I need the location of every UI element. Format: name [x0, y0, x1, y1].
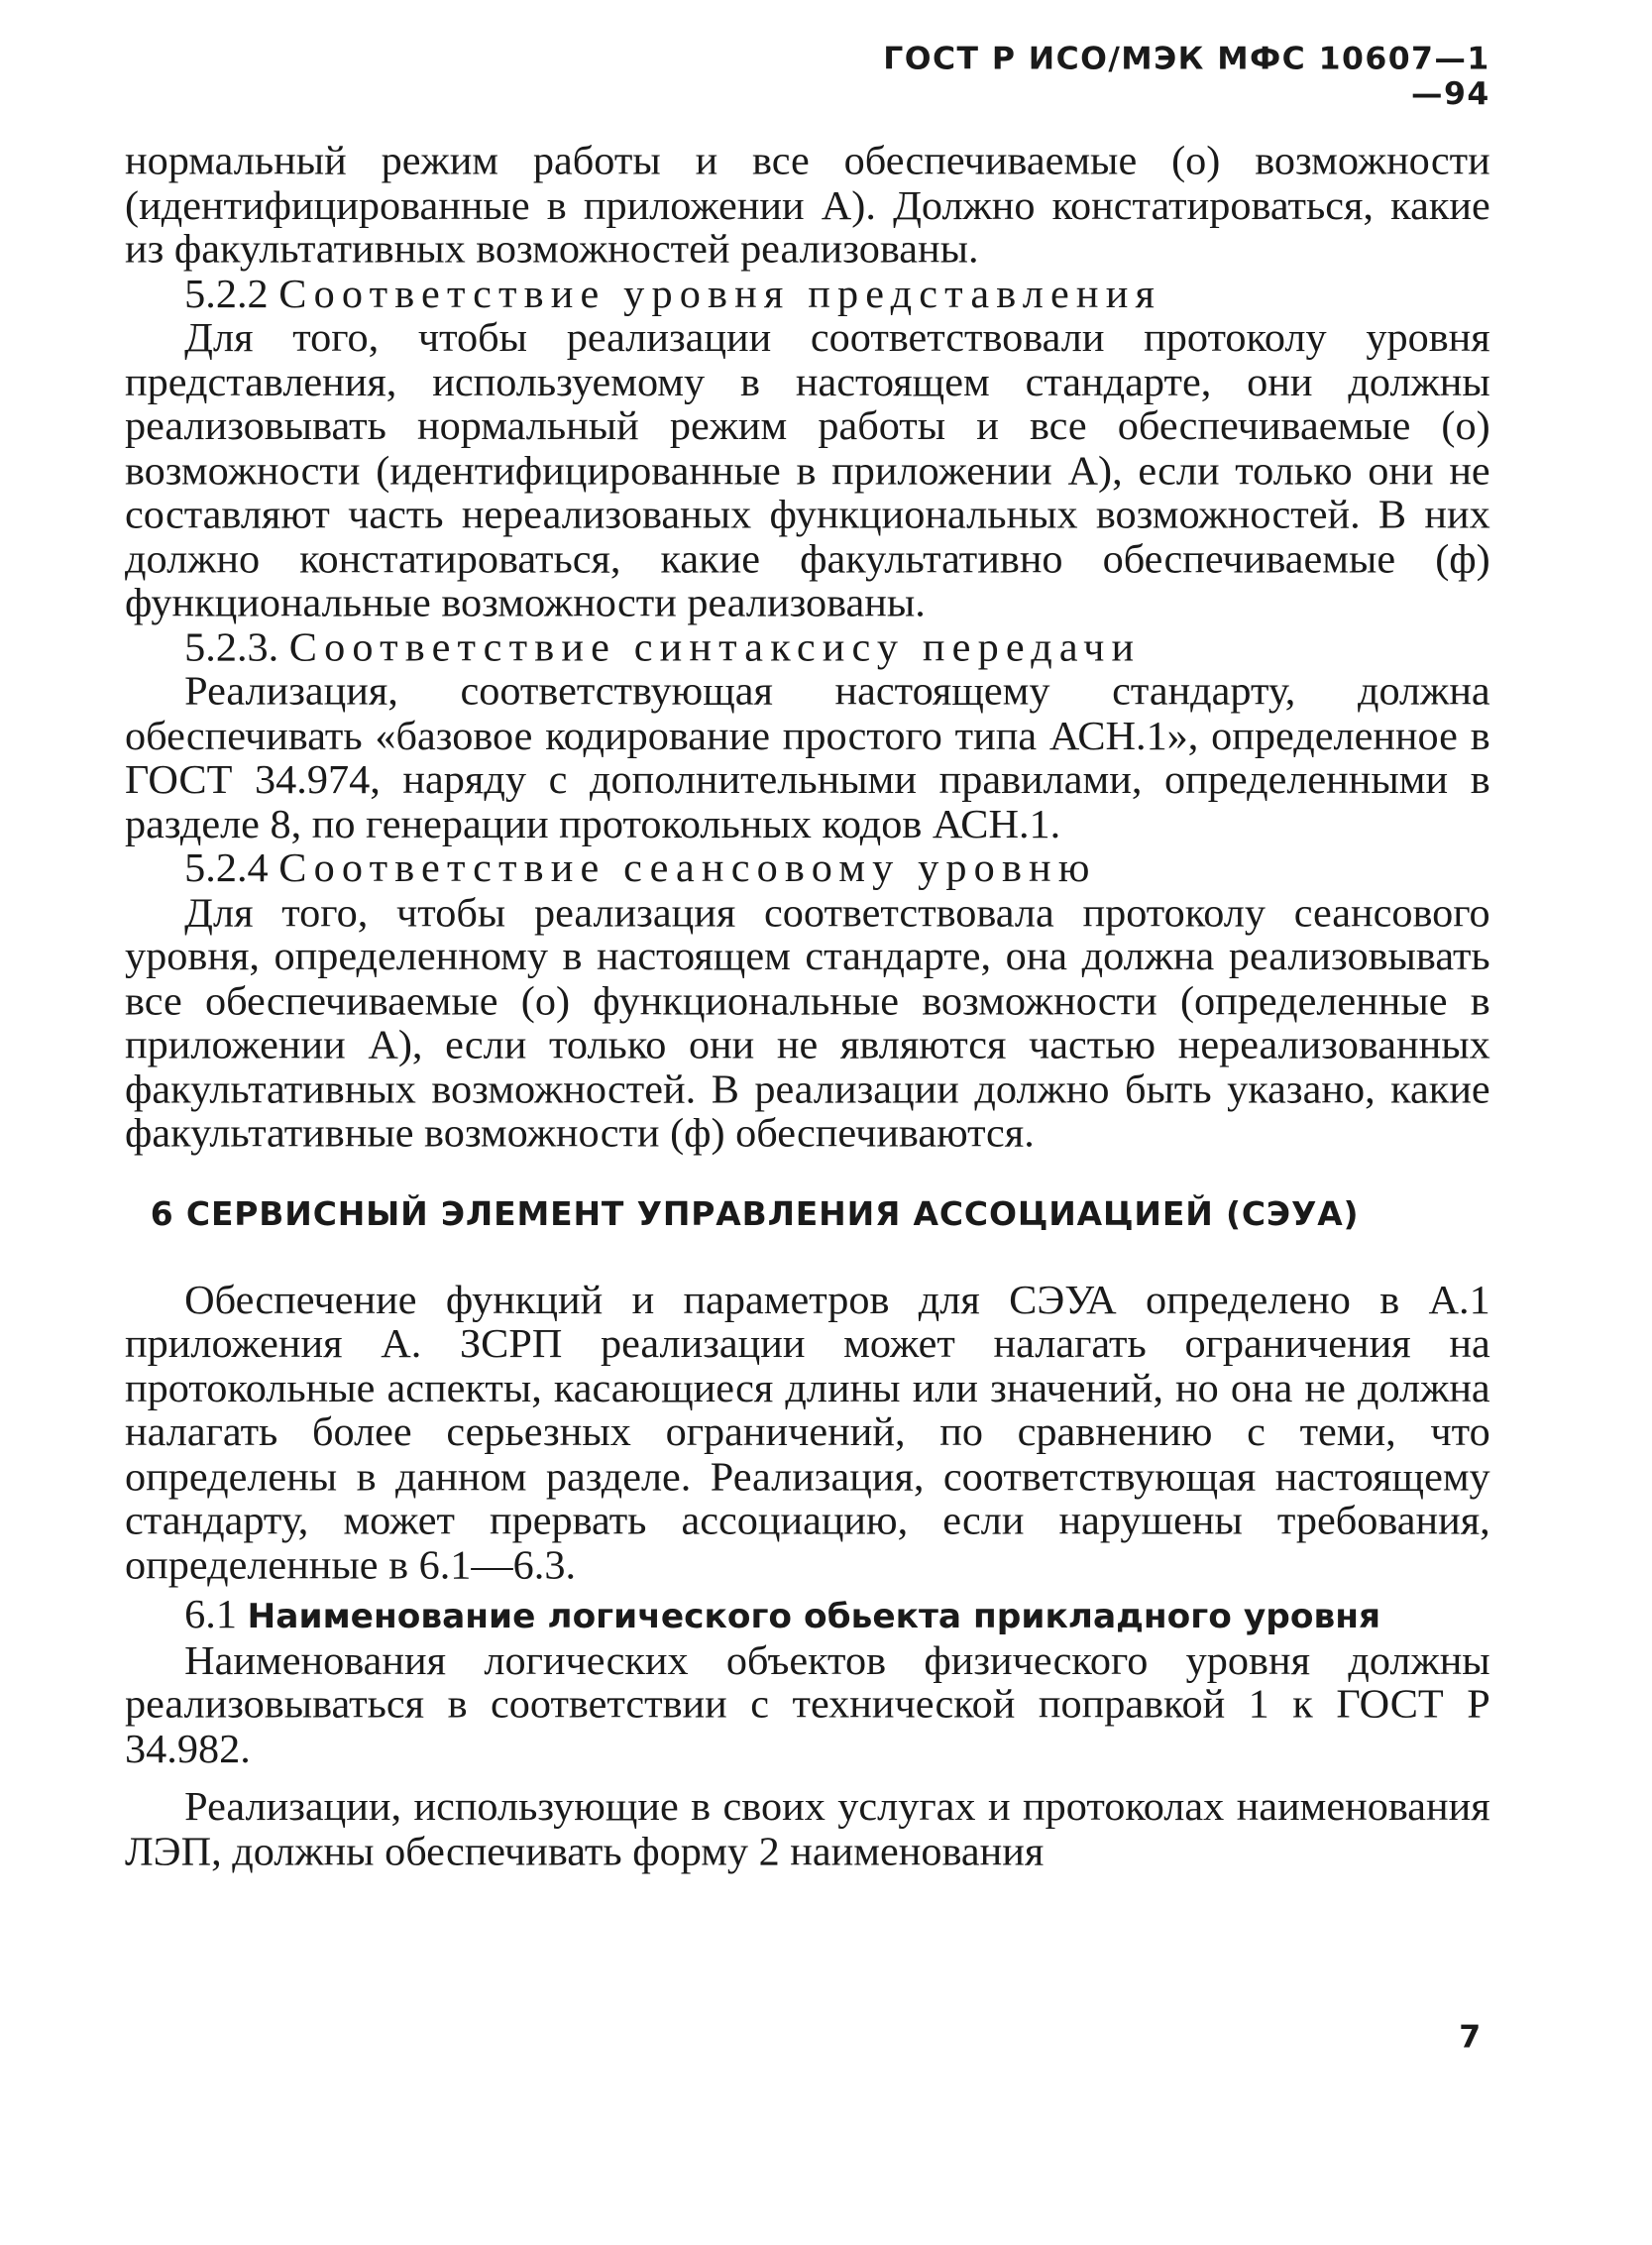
subsection-5-2-4-text: Для того, чтобы реализация соответствовала протоколу сеансового уровня, определенному в настоящем стандарте, она должна реализовывать все обеспечиваемые (о) функциональные возможности (определенные в приложении А), если только они не являются частью нереализованных факультативных возможностей. В реализации должно быть указано, какие факультативные возможности (ф) обеспечиваются.: [125, 890, 1490, 1157]
section-6-text: Обеспечение функций и параметров для СЭУА определено в А.1 приложения А. ЗСРП реализации может налагать ограничения на протокольные аспекты, касающиеся длины или значений, но она не должна налагать более серьезных ограничений, по сравнению с теми, что определены в данном разделе. Реализация, соответствующая настоящему стандарту, может прервать ассоциацию, если нарушены требования, определенные в 6.1—6.3.: [125, 1277, 1490, 1588]
subsection-number: 5.2.3.: [184, 624, 279, 670]
subsection-5-2-3-heading: [125, 626, 1490, 671]
subsection-5-2-3-text: Реализация, соответствующая настоящему стандарту, должна обеспечивать «базовое кодирование простого типа АСН.1», определенное в ГОСТ 34.974, наряду с дополнительными правилами, определенными в разделе 8, по генерации протокольных кодов АСН.1.: [125, 669, 1490, 847]
page-content: [125, 141, 1490, 1875]
subsection-title: Соответствие сеансовому уровню: [278, 845, 1097, 891]
running-header: ГОСТ Р ИСО/МЭК МФС 10607—1—94: [883, 42, 1490, 113]
subsection-title: Соответствие уровня представления: [278, 271, 1162, 317]
subsection-5-2-4-heading: [125, 847, 1490, 892]
subsection-6-1-text-2: Реализации, использующие в своих услугах и протоколах наименования ЛЭП, должны обеспечивать форму 2 наименования: [125, 1784, 1490, 1874]
subsection-number: 5.2.2: [184, 271, 269, 317]
subsection-5-2-2-heading: [125, 273, 1490, 317]
subsection-title: Наименование логического обьекта прикладного уровня: [247, 1596, 1381, 1636]
subsection-6-1-text-1: Наименования логических объектов физического уровня должны реализовываться в соответствии с технической поправкой 1 к ГОСТ Р 34.982.: [125, 1637, 1490, 1772]
subsection-number: 5.2.4: [184, 845, 269, 891]
page-number: 7: [1459, 2020, 1482, 2056]
subsection-title: Соответствие синтаксису передачи: [288, 624, 1142, 670]
intro-paragraph: нормальный режим работы и все обеспечиваемые (о) возможности (идентифицированные в приложении А). Должно констатироваться, какие из факультативных возможностей реализованы.: [125, 139, 1490, 273]
subsection-number: 6.1: [184, 1592, 237, 1638]
section-6-heading: 6 СЕРВИСНЫЙ ЭЛЕМЕНТ УПРАВЛЕНИЯ АССОЦИАЦИЕЙ (СЭУА): [150, 1195, 1360, 1233]
subsection-5-2-2-text: Для того, чтобы реализации соответствовали протоколу уровня представления, используемому в настоящем стандарте, они должны реализовывать нормальный режим работы и все обеспечиваемые (о) возможности (идентифицированные в приложении А), если только они не составляют часть нереализованых функциональных возможностей. В них должно констатироваться, какие факультативно обеспечиваемые (ф) функциональные возможности реализованы.: [125, 315, 1490, 626]
subsection-6-1-heading: [125, 1594, 1490, 1639]
